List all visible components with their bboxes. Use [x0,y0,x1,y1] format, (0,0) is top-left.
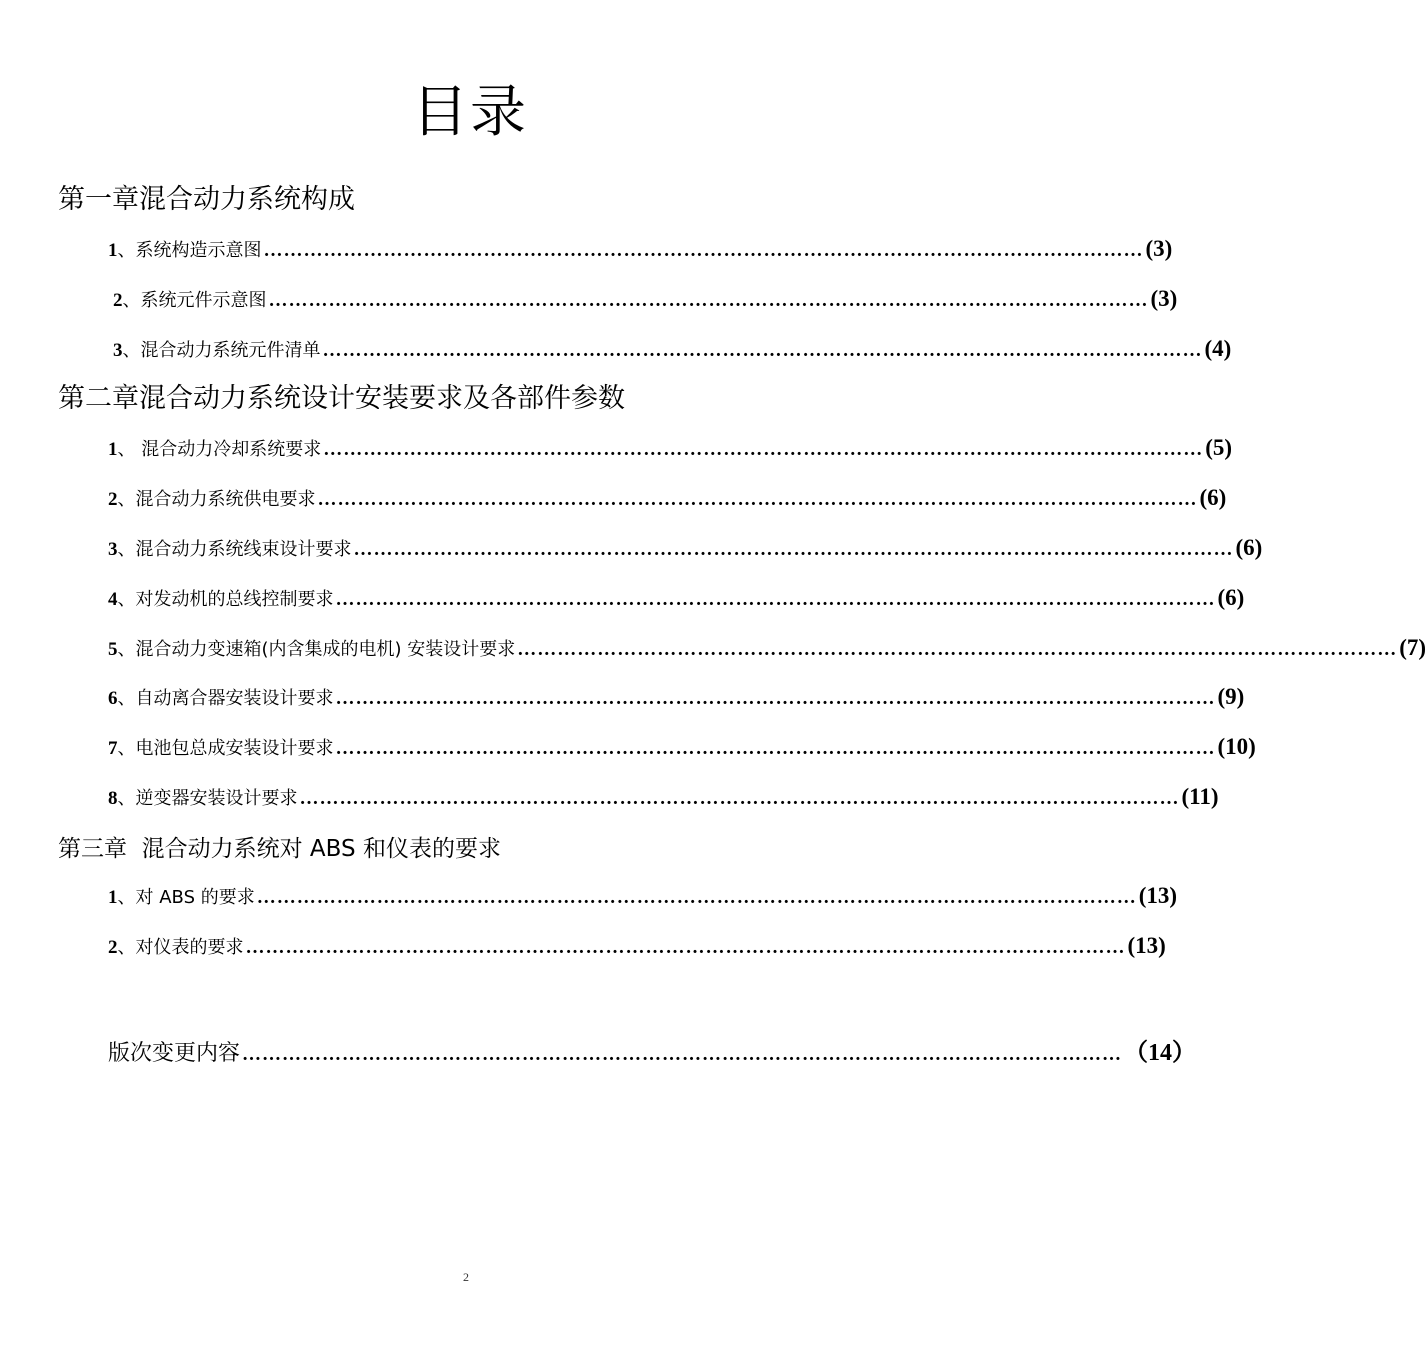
toc-entry-1-3[interactable] [113,336,1232,366]
toc-entry-3-2[interactable] [108,933,1166,963]
entry-number: 4 [108,589,118,610]
toc-entry-2-4[interactable] [108,585,1245,615]
entry-page: (11) [1181,784,1219,809]
entry-page: (10) [1217,734,1256,759]
entry-number: 3 [108,539,118,560]
entry-page: (6) [1217,585,1245,610]
dot-leader: …………………………………………………………………………………………………………………… [268,290,1149,311]
dot-leader: …………………………………………………………………………………………………………………… [245,937,1126,958]
entry-title: 版次变更内容 [108,1041,241,1066]
entry-title: 自动离合器安装设计要求 [135,688,334,709]
entry-page: (13) [1138,883,1178,908]
entry-separator: 、 [117,589,136,610]
entry-page: (6) [1235,535,1263,560]
dot-leader: …………………………………………………………………………………………………………………… [256,887,1137,908]
entry-title: 对仪表的要求 [135,937,244,958]
entry-separator: 、 [117,937,136,958]
entry-separator: 、 [117,240,136,261]
entry-number: 8 [108,788,118,809]
entry-page: (4) [1204,336,1232,361]
dot-leader: …………………………………………………………………………………………………………………… [317,489,1198,510]
entry-number: 6 [108,688,118,709]
toc-entry-revision[interactable] [108,1032,1197,1066]
entry-separator: 、 [117,489,136,510]
chapter-heading-2: 第二章混合动力系统设计安装要求及各部件参数 [58,383,625,414]
toc-entry-2-6[interactable] [108,684,1245,714]
toc-entry-2-7[interactable] [108,734,1256,764]
dot-leader: …………………………………………………………………………………………………………………… [335,688,1216,709]
entry-number: 1 [108,439,118,460]
dot-leader: …………………………………………………………………………………………………………………… [517,639,1398,660]
dot-leader: …………………………………………………………………………………………………………………… [353,539,1234,560]
entry-separator: 、 [122,290,141,311]
entry-number: 5 [108,639,118,660]
entry-title: 混合动力系统供电要求 [135,489,316,510]
entry-number: 1 [108,240,118,261]
entry-page: (5) [1205,435,1233,460]
entry-separator: 、 [117,539,136,560]
toc-entry-2-3[interactable] [108,535,1263,565]
entry-page: (6) [1199,485,1227,510]
entry-title: 系统构造示意图 [135,240,262,261]
entry-number: 2 [108,489,118,510]
dot-leader: …………………………………………………………………………………………………………………… [242,1044,1123,1065]
entry-separator: 、 [117,788,136,809]
page-title: 目录 [412,80,528,145]
entry-title: 电池包总成安装设计要求 [135,738,334,759]
toc-entry-2-8[interactable] [108,784,1219,814]
chapter-heading-1: 第一章混合动力系统构成 [58,184,355,215]
entry-title: 混合动力系统线束设计要求 [135,539,352,560]
entry-title: 对发动机的总线控制要求 [135,589,334,610]
entry-page: (13) [1127,933,1166,958]
page-number: 2 [463,1270,469,1284]
entry-title: 对 ABS 的要求 [135,887,255,908]
entry-title: 系统元件示意图 [140,290,267,311]
entry-separator: 、 [117,887,136,908]
entry-title: 混合动力系统元件清单 [140,340,321,361]
entry-page: (3) [1150,286,1178,311]
entry-title: 混合动力冷却系统要求 [141,439,322,460]
toc-entry-2-1[interactable] [108,435,1233,465]
chapter-heading-3: 第三章 混合动力系统对 ABS 和仪表的要求 [58,836,501,862]
entry-separator: 、 [117,639,136,660]
toc-entry-2-2[interactable] [108,485,1227,515]
entry-number: 2 [113,290,123,311]
dot-leader: …………………………………………………………………………………………………………………… [322,340,1203,361]
toc-entry-2-5[interactable] [108,635,1426,665]
toc-entry-1-2[interactable] [113,286,1178,316]
dot-leader: …………………………………………………………………………………………………………………… [263,240,1144,261]
entry-page: (3) [1145,236,1173,261]
dot-leader: …………………………………………………………………………………………………………………… [335,589,1216,610]
entry-separator: 、 [122,340,141,361]
toc-entry-1-1[interactable] [108,236,1173,266]
entry-number: 2 [108,937,118,958]
entry-page: （14） [1124,1040,1197,1066]
dot-leader: …………………………………………………………………………………………………………………… [299,788,1180,809]
entry-separator: 、 [117,688,136,709]
dot-leader: …………………………………………………………………………………………………………………… [335,738,1216,759]
entry-title: 逆变器安装设计要求 [135,788,298,809]
entry-number: 3 [113,340,123,361]
entry-title: 混合动力变速箱(内含集成的电机) 安装设计要求 [135,639,516,660]
entry-separator: 、 [117,738,136,759]
dot-leader: …………………………………………………………………………………………………………………… [323,439,1204,460]
toc-entry-3-1[interactable] [108,883,1178,913]
entry-number: 1 [108,887,118,908]
entry-page: (9) [1217,684,1245,709]
entry-number: 7 [108,738,118,759]
entry-page: (7) [1399,635,1426,660]
entry-separator: 、 [117,439,142,460]
